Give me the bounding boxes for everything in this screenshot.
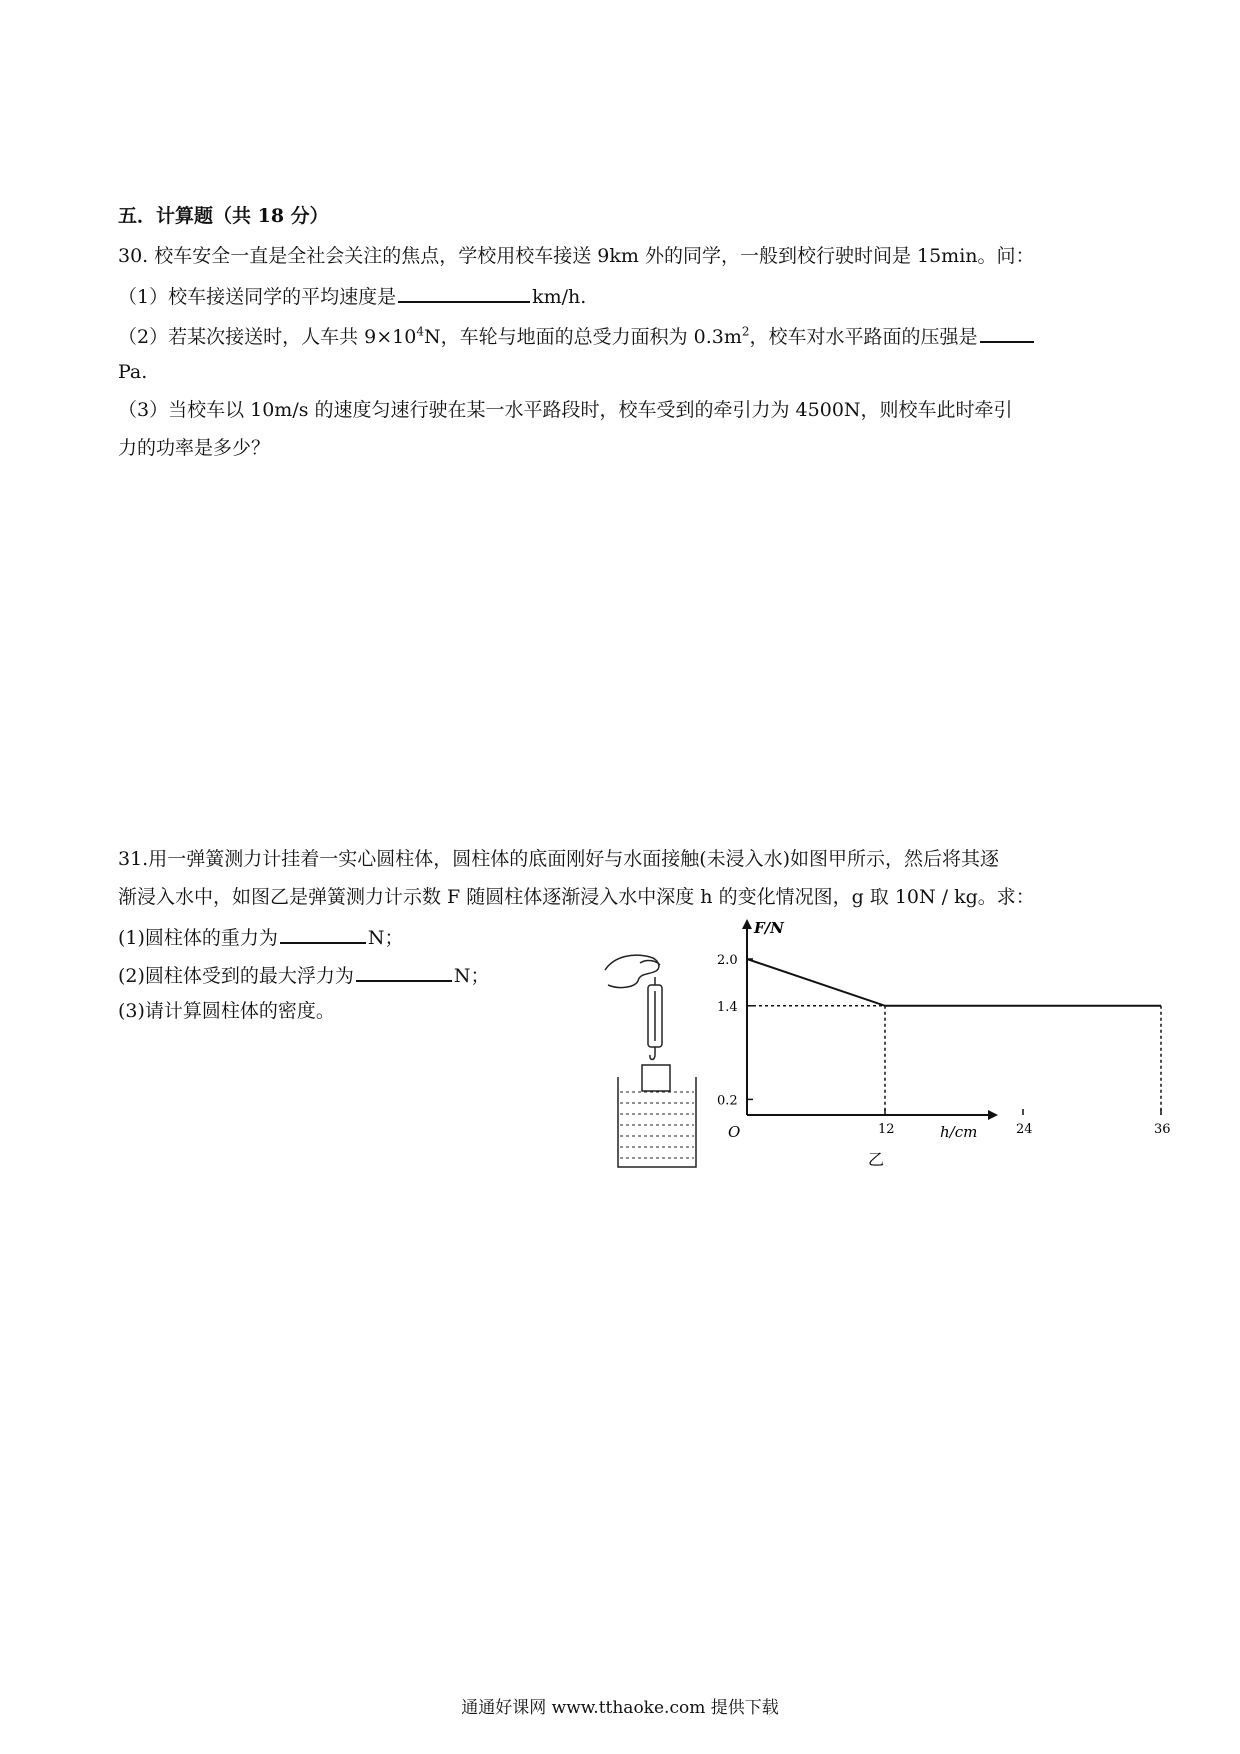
answer-blank[interactable] [280,924,366,944]
y-axis-label: F/N [754,919,784,937]
y-tick-label: 0.2 [717,1093,738,1109]
y-axis-arrow [742,919,752,929]
q31-part1 [118,924,404,950]
answer-blank[interactable] [356,962,452,982]
y-tick-label: 2.0 [717,953,738,968]
x-tick-label: 24 [1016,1122,1033,1137]
apparatus-illustration [605,955,696,1167]
q30-part2-exponent2: 2 [741,324,750,339]
answer-blank[interactable] [980,323,1034,343]
page-footer: 通通好课网 www.tthaoke.com 提供下载 [461,1698,779,1718]
q30-part2-middle: N，车轮与地面的总受力面积为 0.3m [423,326,742,348]
q30-part2-unit: Pa. [118,361,148,383]
answer-blank[interactable] [398,283,530,303]
q30-part2-suffix: ，校车对水平路面的压强是 [749,326,978,348]
q31-stem-line2: 渐浸入水中，如图乙是弹簧测力计示数 F 随圆柱体逐渐浸入水中深度 h 的变化情况图，g 取 10N / kg。求： [118,886,1035,908]
chart-caption: 乙 [868,1150,885,1169]
q31-part1-prefix: (1)圆柱体的重力为 [118,927,278,949]
chart-plot-area [717,919,1171,1169]
x-axis-arrow [988,1110,998,1120]
origin-label: O [728,1123,741,1141]
q31-part2-unit: N； [453,965,490,987]
y-tick-label: 1.4 [717,999,738,1015]
q30-stem: 30. 校车安全一直是全社会关注的焦点，学校用校车接送 9km 外的同学，一般到校行驶时间是 15min。问： [118,245,1035,267]
q31-part3: (3)请计算圆柱体的密度。 [118,1000,335,1022]
q31-part1-unit: N； [367,927,404,949]
section-title: 五．计算题（共 18 分） [118,205,329,227]
q30-part1 [118,283,586,309]
q30-part2-prefix: （2）若某次接送时，人车共 9×10 [118,326,417,348]
q30-part2 [118,323,1036,349]
series-line [747,959,1161,1006]
q31-part2 [118,962,490,988]
x-tick-label: 36 [1154,1122,1171,1137]
cylinder [642,1065,670,1091]
q30-part2-exponent: 4 [416,324,424,339]
x-axis-label: h/cm [940,1123,978,1141]
q30-part3-line1: （3）当校车以 10m/s 的速度匀速行驶在某一水平路段时，校车受到的牵引力为 4500N，则校车此时牵引 [118,399,1013,421]
q30-part3-line2: 力的功率是多少？ [118,437,271,459]
figure-spring-scale-and-graph [600,915,1171,1175]
x-tick-label: 12 [878,1122,895,1137]
q31-stem-line1: 31.用一弹簧测力计挂着一实心圆柱体，圆柱体的底面刚好与水面接触(未浸入水)如图甲所示，然后将其逐 [118,848,1000,870]
q31-part2-prefix: (2)圆柱体受到的最大浮力为 [118,965,354,987]
q30-part1-unit: km/h. [532,286,587,308]
q30-part1-prefix: （1）校车接送同学的平均速度是 [118,286,397,308]
